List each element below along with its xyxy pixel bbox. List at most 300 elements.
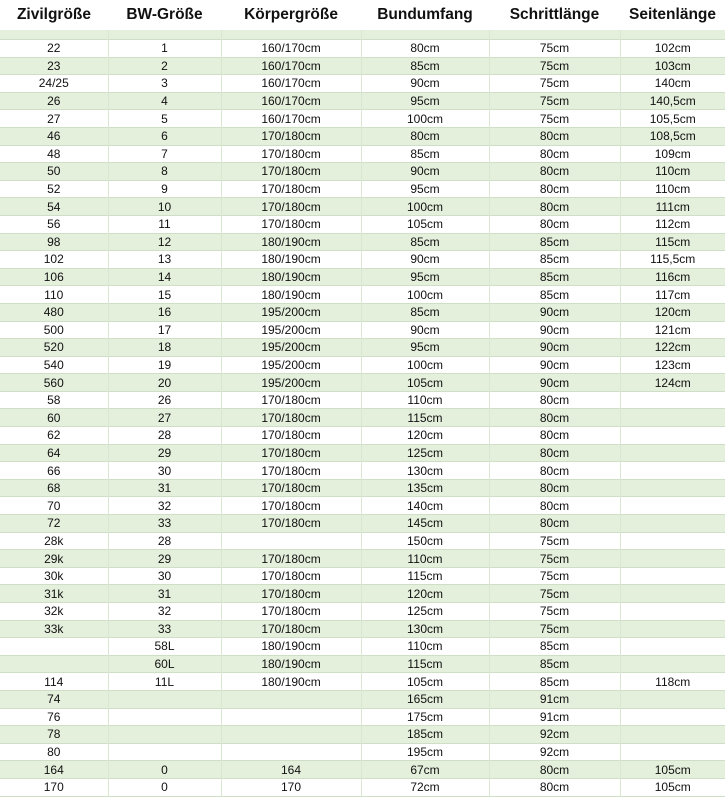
cell-seitenlaenge: 110cm (620, 180, 725, 198)
cell-zivilgroesse: 76 (0, 708, 108, 726)
cell-bw-groesse: 11L (108, 673, 221, 691)
cell-schrittlaenge: 92cm (489, 726, 620, 744)
cell-bundumfang: 145cm (361, 515, 489, 533)
cell-zivilgroesse: 520 (0, 339, 108, 357)
cell-schrittlaenge: 91cm (489, 708, 620, 726)
cell-bw-groesse: 19 (108, 356, 221, 374)
table-row (0, 726, 725, 744)
cell-bundumfang: 72cm (361, 778, 489, 796)
table-row (0, 57, 725, 75)
cell-bw-groesse (108, 690, 221, 708)
cell-koerpergroesse: 170/180cm (221, 215, 361, 233)
spacer-row (0, 30, 725, 40)
cell-bundumfang: 150cm (361, 532, 489, 550)
table-row (0, 233, 725, 251)
cell-seitenlaenge: 111cm (620, 198, 725, 216)
cell-bundumfang: 135cm (361, 479, 489, 497)
cell-schrittlaenge: 90cm (489, 303, 620, 321)
cell-bundumfang: 120cm (361, 585, 489, 603)
cell-bw-groesse: 15 (108, 286, 221, 304)
table-row (0, 321, 725, 339)
cell-koerpergroesse: 195/200cm (221, 374, 361, 392)
cell-koerpergroesse: 180/190cm (221, 655, 361, 673)
cell-bundumfang: 80cm (361, 40, 489, 58)
cell-zivilgroesse: 540 (0, 356, 108, 374)
cell-schrittlaenge: 80cm (489, 409, 620, 427)
cell-bw-groesse: 28 (108, 532, 221, 550)
cell-koerpergroesse: 170 (221, 778, 361, 796)
cell-koerpergroesse: 180/190cm (221, 673, 361, 691)
cell-bundumfang: 125cm (361, 603, 489, 621)
cell-zivilgroesse: 106 (0, 268, 108, 286)
cell-zivilgroesse (0, 655, 108, 673)
table-row (0, 268, 725, 286)
cell-zivilgroesse: 66 (0, 462, 108, 480)
cell-bw-groesse: 0 (108, 778, 221, 796)
cell-bundumfang: 105cm (361, 374, 489, 392)
table-row (0, 603, 725, 621)
cell-bundumfang: 100cm (361, 356, 489, 374)
spacer-cell (489, 30, 620, 40)
cell-bw-groesse: 29 (108, 444, 221, 462)
header-bw-groesse: BW-Größe (108, 0, 221, 30)
cell-seitenlaenge: 116cm (620, 268, 725, 286)
table-row (0, 532, 725, 550)
cell-zivilgroesse: 560 (0, 374, 108, 392)
cell-bw-groesse: 32 (108, 497, 221, 515)
cell-zivilgroesse: 27 (0, 110, 108, 128)
cell-bundumfang: 110cm (361, 550, 489, 568)
cell-seitenlaenge (620, 638, 725, 656)
cell-bw-groesse: 7 (108, 145, 221, 163)
cell-seitenlaenge: 140cm (620, 75, 725, 93)
cell-bw-groesse: 10 (108, 198, 221, 216)
table-row (0, 761, 725, 779)
cell-bw-groesse (108, 726, 221, 744)
table-row (0, 655, 725, 673)
cell-bundumfang: 100cm (361, 286, 489, 304)
cell-schrittlaenge: 85cm (489, 655, 620, 673)
cell-koerpergroesse: 180/190cm (221, 268, 361, 286)
cell-schrittlaenge: 90cm (489, 374, 620, 392)
cell-koerpergroesse: 170/180cm (221, 409, 361, 427)
cell-zivilgroesse: 80 (0, 743, 108, 761)
cell-schrittlaenge: 80cm (489, 180, 620, 198)
cell-schrittlaenge: 80cm (489, 778, 620, 796)
cell-koerpergroesse (221, 690, 361, 708)
cell-bw-groesse: 20 (108, 374, 221, 392)
cell-zivilgroesse: 74 (0, 690, 108, 708)
table-row (0, 444, 725, 462)
cell-bundumfang: 85cm (361, 145, 489, 163)
cell-schrittlaenge: 80cm (489, 462, 620, 480)
cell-bundumfang: 95cm (361, 268, 489, 286)
table-row (0, 374, 725, 392)
cell-bw-groesse: 8 (108, 163, 221, 181)
cell-zivilgroesse: 31k (0, 585, 108, 603)
cell-koerpergroesse: 170/180cm (221, 391, 361, 409)
cell-schrittlaenge: 80cm (489, 761, 620, 779)
cell-koerpergroesse: 170/180cm (221, 620, 361, 638)
cell-bundumfang: 195cm (361, 743, 489, 761)
cell-koerpergroesse: 170/180cm (221, 444, 361, 462)
cell-seitenlaenge: 105cm (620, 761, 725, 779)
table-row (0, 427, 725, 445)
header-schrittlaenge: Schrittlänge (489, 0, 620, 30)
cell-bundumfang: 90cm (361, 251, 489, 269)
cell-seitenlaenge: 118cm (620, 673, 725, 691)
cell-seitenlaenge (620, 391, 725, 409)
cell-bw-groesse: 29 (108, 550, 221, 568)
cell-bw-groesse: 6 (108, 127, 221, 145)
cell-seitenlaenge (620, 603, 725, 621)
cell-koerpergroesse: 180/190cm (221, 251, 361, 269)
cell-seitenlaenge (620, 743, 725, 761)
cell-zivilgroesse: 102 (0, 251, 108, 269)
spacer-cell (221, 30, 361, 40)
cell-koerpergroesse: 180/190cm (221, 233, 361, 251)
cell-bundumfang: 100cm (361, 198, 489, 216)
table-row (0, 515, 725, 533)
cell-schrittlaenge: 80cm (489, 127, 620, 145)
cell-schrittlaenge: 75cm (489, 57, 620, 75)
cell-bw-groesse: 11 (108, 215, 221, 233)
cell-koerpergroesse: 170/180cm (221, 180, 361, 198)
cell-zivilgroesse: 64 (0, 444, 108, 462)
cell-bundumfang: 67cm (361, 761, 489, 779)
cell-koerpergroesse: 160/170cm (221, 57, 361, 75)
cell-schrittlaenge: 75cm (489, 620, 620, 638)
cell-bundumfang: 115cm (361, 655, 489, 673)
cell-seitenlaenge (620, 497, 725, 515)
spacer-cell (0, 30, 108, 40)
table-row (0, 479, 725, 497)
cell-zivilgroesse: 500 (0, 321, 108, 339)
cell-koerpergroesse: 170/180cm (221, 127, 361, 145)
cell-bundumfang: 85cm (361, 57, 489, 75)
cell-zivilgroesse: 50 (0, 163, 108, 181)
cell-bw-groesse: 60L (108, 655, 221, 673)
cell-bundumfang: 115cm (361, 409, 489, 427)
cell-bw-groesse: 12 (108, 233, 221, 251)
cell-schrittlaenge: 85cm (489, 286, 620, 304)
cell-bw-groesse (108, 708, 221, 726)
cell-seitenlaenge: 102cm (620, 40, 725, 58)
cell-koerpergroesse: 195/200cm (221, 321, 361, 339)
cell-seitenlaenge (620, 409, 725, 427)
cell-zivilgroesse: 54 (0, 198, 108, 216)
table-body (0, 30, 725, 796)
cell-bundumfang: 115cm (361, 567, 489, 585)
cell-schrittlaenge: 80cm (489, 215, 620, 233)
cell-bundumfang: 95cm (361, 339, 489, 357)
cell-seitenlaenge: 123cm (620, 356, 725, 374)
cell-bw-groesse: 1 (108, 40, 221, 58)
header-row (0, 0, 725, 30)
cell-zivilgroesse: 29k (0, 550, 108, 568)
cell-seitenlaenge (620, 690, 725, 708)
cell-zivilgroesse (0, 638, 108, 656)
cell-schrittlaenge: 90cm (489, 356, 620, 374)
cell-bw-groesse: 14 (108, 268, 221, 286)
table-row (0, 198, 725, 216)
table-row (0, 40, 725, 58)
cell-koerpergroesse: 170/180cm (221, 567, 361, 585)
cell-koerpergroesse: 180/190cm (221, 638, 361, 656)
cell-bundumfang: 110cm (361, 638, 489, 656)
cell-seitenlaenge: 124cm (620, 374, 725, 392)
cell-schrittlaenge: 75cm (489, 567, 620, 585)
spacer-cell (108, 30, 221, 40)
cell-schrittlaenge: 75cm (489, 92, 620, 110)
cell-koerpergroesse: 170/180cm (221, 550, 361, 568)
table-row (0, 778, 725, 796)
cell-schrittlaenge: 85cm (489, 233, 620, 251)
cell-koerpergroesse: 170/180cm (221, 427, 361, 445)
cell-schrittlaenge: 90cm (489, 339, 620, 357)
cell-koerpergroesse: 170/180cm (221, 603, 361, 621)
cell-seitenlaenge: 122cm (620, 339, 725, 357)
cell-seitenlaenge: 112cm (620, 215, 725, 233)
cell-koerpergroesse: 195/200cm (221, 339, 361, 357)
cell-seitenlaenge (620, 444, 725, 462)
cell-seitenlaenge (620, 479, 725, 497)
cell-bundumfang: 95cm (361, 92, 489, 110)
table-row (0, 286, 725, 304)
cell-koerpergroesse: 195/200cm (221, 356, 361, 374)
cell-seitenlaenge: 120cm (620, 303, 725, 321)
cell-bundumfang: 130cm (361, 462, 489, 480)
cell-koerpergroesse: 170/180cm (221, 462, 361, 480)
cell-bw-groesse: 3 (108, 75, 221, 93)
cell-seitenlaenge: 115cm (620, 233, 725, 251)
cell-zivilgroesse: 60 (0, 409, 108, 427)
table-row (0, 391, 725, 409)
cell-bw-groesse: 9 (108, 180, 221, 198)
table-row (0, 251, 725, 269)
header-seitenlaenge: Seitenlänge (620, 0, 725, 30)
cell-bundumfang: 185cm (361, 726, 489, 744)
cell-bundumfang: 80cm (361, 127, 489, 145)
cell-zivilgroesse: 46 (0, 127, 108, 145)
table-row (0, 303, 725, 321)
cell-bw-groesse: 18 (108, 339, 221, 357)
table-row (0, 497, 725, 515)
cell-bundumfang: 90cm (361, 75, 489, 93)
cell-koerpergroesse (221, 708, 361, 726)
cell-bw-groesse: 33 (108, 620, 221, 638)
cell-schrittlaenge: 75cm (489, 40, 620, 58)
table-row (0, 163, 725, 181)
cell-koerpergroesse: 164 (221, 761, 361, 779)
cell-bw-groesse: 28 (108, 427, 221, 445)
cell-koerpergroesse (221, 726, 361, 744)
table-row (0, 145, 725, 163)
spacer-cell (361, 30, 489, 40)
cell-seitenlaenge: 108,5cm (620, 127, 725, 145)
cell-seitenlaenge (620, 532, 725, 550)
cell-bw-groesse: 26 (108, 391, 221, 409)
header-koerpergroesse: Körpergröße (221, 0, 361, 30)
table-row (0, 339, 725, 357)
cell-zivilgroesse: 70 (0, 497, 108, 515)
cell-bundumfang: 140cm (361, 497, 489, 515)
table-row (0, 690, 725, 708)
cell-bw-groesse: 32 (108, 603, 221, 621)
cell-zivilgroesse: 30k (0, 567, 108, 585)
cell-koerpergroesse: 170/180cm (221, 145, 361, 163)
cell-koerpergroesse: 160/170cm (221, 92, 361, 110)
cell-seitenlaenge (620, 726, 725, 744)
cell-seitenlaenge (620, 708, 725, 726)
cell-schrittlaenge: 75cm (489, 110, 620, 128)
cell-schrittlaenge: 75cm (489, 75, 620, 93)
cell-bw-groesse: 31 (108, 479, 221, 497)
cell-seitenlaenge: 121cm (620, 321, 725, 339)
table-row (0, 567, 725, 585)
cell-schrittlaenge: 75cm (489, 550, 620, 568)
table-row (0, 356, 725, 374)
cell-bw-groesse: 0 (108, 761, 221, 779)
table-row (0, 75, 725, 93)
cell-koerpergroesse: 160/170cm (221, 110, 361, 128)
table-row (0, 180, 725, 198)
cell-bw-groesse: 30 (108, 567, 221, 585)
cell-koerpergroesse: 170/180cm (221, 497, 361, 515)
cell-zivilgroesse: 58 (0, 391, 108, 409)
cell-schrittlaenge: 80cm (489, 198, 620, 216)
table-row (0, 708, 725, 726)
cell-zivilgroesse: 33k (0, 620, 108, 638)
cell-koerpergroesse: 170/180cm (221, 198, 361, 216)
table-row (0, 620, 725, 638)
cell-bw-groesse: 5 (108, 110, 221, 128)
cell-bw-groesse: 31 (108, 585, 221, 603)
cell-koerpergroesse (221, 532, 361, 550)
cell-bundumfang: 90cm (361, 321, 489, 339)
cell-zivilgroesse: 56 (0, 215, 108, 233)
cell-schrittlaenge: 91cm (489, 690, 620, 708)
cell-bw-groesse: 27 (108, 409, 221, 427)
cell-schrittlaenge: 80cm (489, 391, 620, 409)
cell-bundumfang: 95cm (361, 180, 489, 198)
cell-bundumfang: 120cm (361, 427, 489, 445)
cell-bundumfang: 105cm (361, 215, 489, 233)
cell-seitenlaenge (620, 585, 725, 603)
cell-zivilgroesse: 62 (0, 427, 108, 445)
table-row (0, 673, 725, 691)
table-row (0, 127, 725, 145)
cell-schrittlaenge: 85cm (489, 638, 620, 656)
cell-zivilgroesse: 72 (0, 515, 108, 533)
cell-koerpergroesse: 195/200cm (221, 303, 361, 321)
cell-schrittlaenge: 85cm (489, 251, 620, 269)
cell-zivilgroesse: 170 (0, 778, 108, 796)
table-row (0, 92, 725, 110)
cell-bundumfang: 125cm (361, 444, 489, 462)
cell-zivilgroesse: 23 (0, 57, 108, 75)
cell-bw-groesse: 16 (108, 303, 221, 321)
cell-koerpergroesse: 170/180cm (221, 163, 361, 181)
cell-seitenlaenge (620, 427, 725, 445)
cell-zivilgroesse: 114 (0, 673, 108, 691)
cell-seitenlaenge: 110cm (620, 163, 725, 181)
table-row (0, 638, 725, 656)
header-bundumfang: Bundumfang (361, 0, 489, 30)
cell-bundumfang: 175cm (361, 708, 489, 726)
cell-seitenlaenge (620, 462, 725, 480)
table-row (0, 462, 725, 480)
cell-bundumfang: 110cm (361, 391, 489, 409)
cell-koerpergroesse (221, 743, 361, 761)
cell-bundumfang: 90cm (361, 163, 489, 181)
cell-seitenlaenge: 103cm (620, 57, 725, 75)
cell-zivilgroesse: 28k (0, 532, 108, 550)
cell-schrittlaenge: 80cm (489, 515, 620, 533)
cell-zivilgroesse: 98 (0, 233, 108, 251)
cell-bw-groesse: 2 (108, 57, 221, 75)
cell-schrittlaenge: 80cm (489, 497, 620, 515)
cell-seitenlaenge (620, 567, 725, 585)
cell-bw-groesse: 13 (108, 251, 221, 269)
cell-bundumfang: 130cm (361, 620, 489, 638)
cell-koerpergroesse: 180/190cm (221, 286, 361, 304)
cell-schrittlaenge: 80cm (489, 444, 620, 462)
table-row (0, 743, 725, 761)
cell-seitenlaenge: 105cm (620, 778, 725, 796)
cell-schrittlaenge: 80cm (489, 163, 620, 181)
cell-bundumfang: 165cm (361, 690, 489, 708)
cell-seitenlaenge: 115,5cm (620, 251, 725, 269)
table-row (0, 550, 725, 568)
cell-seitenlaenge (620, 655, 725, 673)
cell-koerpergroesse: 170/180cm (221, 585, 361, 603)
cell-bw-groesse: 33 (108, 515, 221, 533)
cell-bw-groesse: 17 (108, 321, 221, 339)
cell-schrittlaenge: 80cm (489, 479, 620, 497)
cell-bundumfang: 105cm (361, 673, 489, 691)
cell-zivilgroesse: 48 (0, 145, 108, 163)
cell-bundumfang: 85cm (361, 303, 489, 321)
cell-schrittlaenge: 85cm (489, 673, 620, 691)
cell-zivilgroesse: 110 (0, 286, 108, 304)
cell-seitenlaenge (620, 515, 725, 533)
cell-seitenlaenge: 109cm (620, 145, 725, 163)
table-row (0, 215, 725, 233)
table-row (0, 110, 725, 128)
cell-zivilgroesse: 26 (0, 92, 108, 110)
cell-seitenlaenge (620, 620, 725, 638)
cell-bundumfang: 85cm (361, 233, 489, 251)
cell-schrittlaenge: 80cm (489, 427, 620, 445)
cell-bw-groesse: 30 (108, 462, 221, 480)
cell-schrittlaenge: 85cm (489, 268, 620, 286)
cell-koerpergroesse: 170/180cm (221, 515, 361, 533)
table-row (0, 409, 725, 427)
cell-zivilgroesse: 24/25 (0, 75, 108, 93)
cell-koerpergroesse: 170/180cm (221, 479, 361, 497)
cell-zivilgroesse: 164 (0, 761, 108, 779)
header-zivilgroesse: Zivilgröße (0, 0, 108, 30)
cell-schrittlaenge: 75cm (489, 603, 620, 621)
cell-seitenlaenge: 117cm (620, 286, 725, 304)
cell-zivilgroesse: 68 (0, 479, 108, 497)
table-row (0, 585, 725, 603)
cell-bw-groesse (108, 743, 221, 761)
cell-zivilgroesse: 22 (0, 40, 108, 58)
cell-koerpergroesse: 160/170cm (221, 75, 361, 93)
cell-koerpergroesse: 160/170cm (221, 40, 361, 58)
